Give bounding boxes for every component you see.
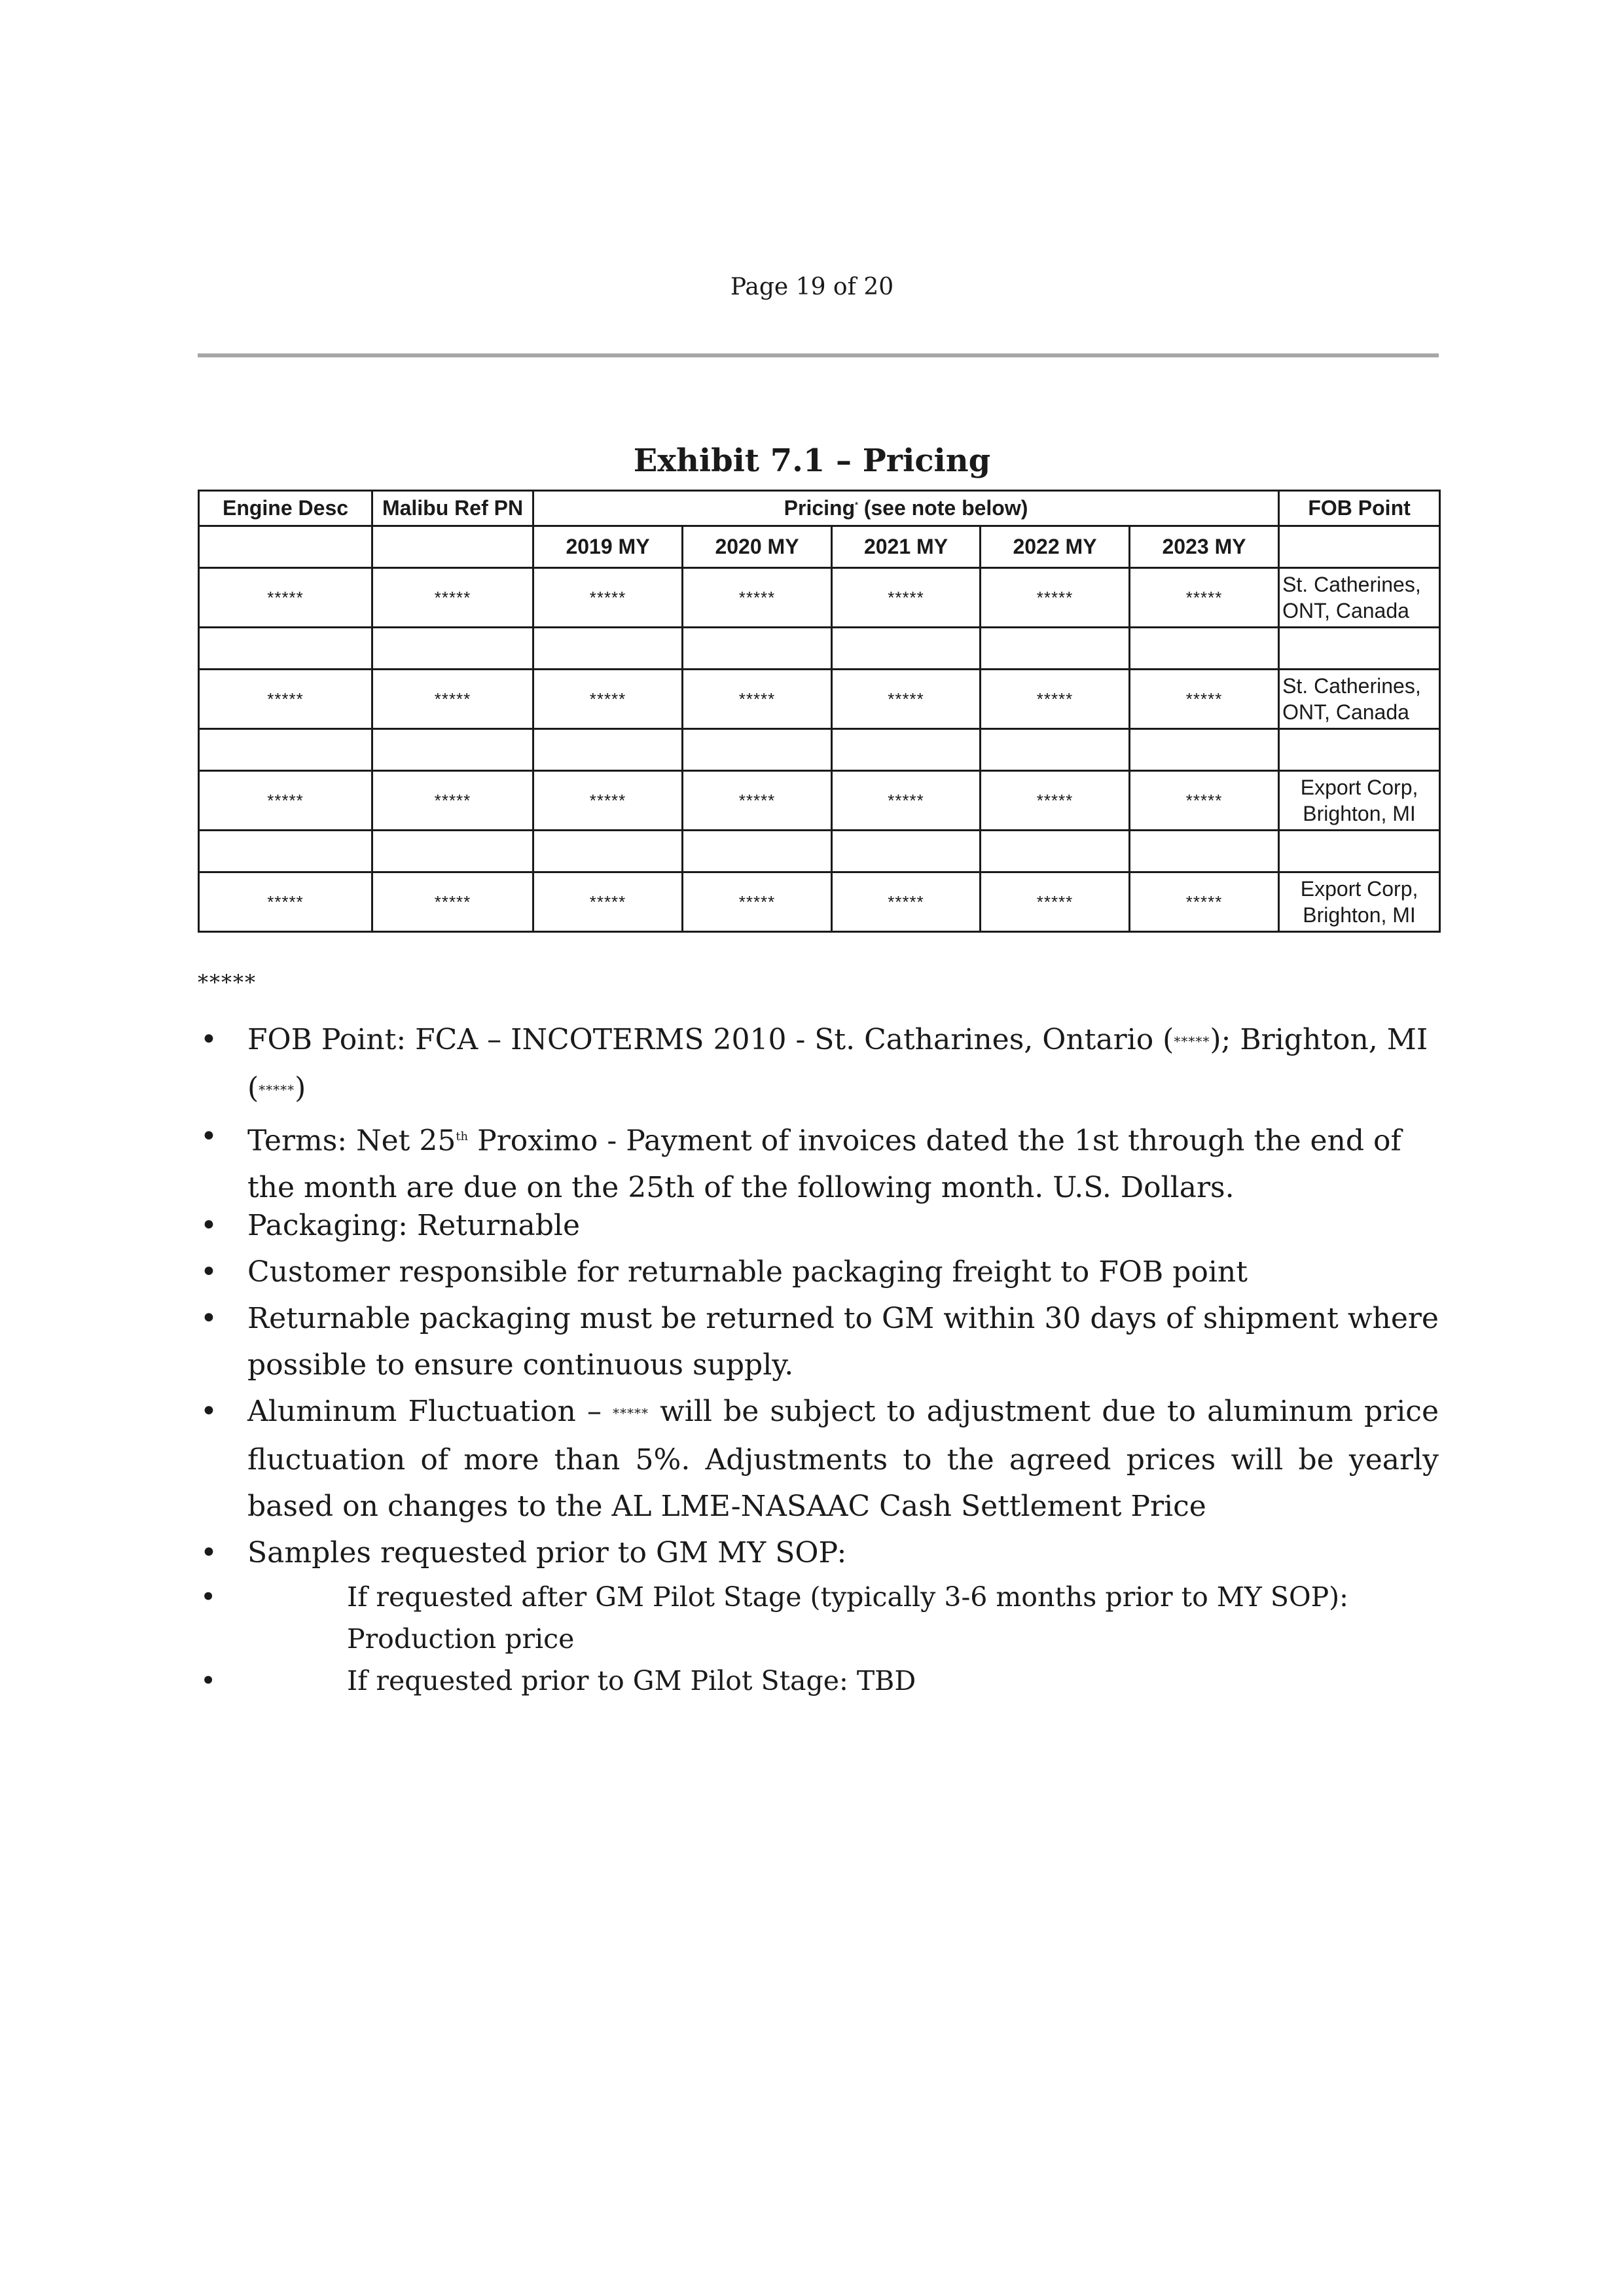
col-header-engine-desc: Engine Desc	[199, 491, 372, 526]
malibu-ref-pn-cell: *****	[372, 670, 533, 729]
year-header: 2021 MY	[832, 526, 981, 568]
notes-list-packaging	[198, 1202, 1439, 1702]
fob-point-cell: Export Corp, Brighton, MI	[1279, 872, 1440, 932]
bullet-icon: •	[200, 1120, 217, 1153]
price-cell: *****	[1130, 771, 1279, 831]
price-cell: *****	[533, 670, 683, 729]
price-cell: *****	[1130, 670, 1279, 729]
list-item-terms	[198, 1113, 1439, 1211]
bullet-icon: •	[200, 1581, 217, 1613]
table-header-row	[199, 491, 1440, 526]
price-cell: *****	[1130, 872, 1279, 932]
list-item-fob-point	[198, 1016, 1439, 1113]
col-header-pricing	[533, 491, 1279, 526]
pricing-table	[198, 490, 1441, 933]
page-number: Page 19 of 20	[730, 274, 894, 300]
list-item-customer-freight	[198, 1249, 1439, 1295]
list-item-prior-pilot	[198, 1660, 1439, 1702]
pricing-note: (see note below)	[857, 496, 1028, 520]
price-cell: *****	[683, 568, 832, 628]
terms-superscript: th	[456, 1130, 469, 1143]
terms-prefix: Terms: Net 25	[247, 1124, 456, 1158]
malibu-ref-pn-cell: *****	[372, 568, 533, 628]
redacted-text: *****	[1174, 1033, 1210, 1049]
price-cell: *****	[683, 872, 832, 932]
header-divider	[198, 353, 1439, 357]
fob-point-cell: St. Catherines, ONT, Canada	[1279, 568, 1440, 628]
price-cell: *****	[981, 670, 1130, 729]
year-header: 2022 MY	[981, 526, 1130, 568]
malibu-ref-pn-cell: *****	[372, 872, 533, 932]
engine-desc-cell: *****	[199, 872, 372, 932]
redacted-text: *****	[259, 1082, 295, 1098]
fob-middle: ); Brighton, MI (	[247, 1023, 1428, 1105]
list-item-packaging	[198, 1202, 1439, 1249]
bullet-icon: •	[200, 1665, 217, 1696]
empty-cell	[199, 526, 372, 568]
notes-list-terms	[198, 1016, 1439, 1211]
packaging-text: Packaging: Returnable	[247, 1209, 581, 1242]
price-cell: *****	[533, 872, 683, 932]
list-item-samples	[198, 1530, 1439, 1576]
bullet-icon: •	[200, 1255, 217, 1289]
pricing-footnote-marker: *****	[198, 970, 257, 995]
fob-point-cell: St. Catherines, ONT, Canada	[1279, 670, 1440, 729]
malibu-ref-pn-cell: *****	[372, 771, 533, 831]
price-cell: *****	[1130, 568, 1279, 628]
list-item-returnable	[198, 1295, 1439, 1388]
table-spacer-row	[199, 628, 1440, 670]
bullet-icon: •	[200, 1395, 217, 1428]
pricing-marker: *	[855, 500, 858, 510]
price-cell: *****	[683, 670, 832, 729]
year-header: 2019 MY	[533, 526, 683, 568]
price-cell: *****	[683, 771, 832, 831]
returnable-text: Returnable packaging must be returned to GM within 30 days of shipment where possible to ensure continuous supply.	[247, 1302, 1439, 1382]
engine-desc-cell: *****	[199, 568, 372, 628]
table-year-row	[199, 526, 1440, 568]
bullet-icon: •	[200, 1023, 217, 1056]
empty-cell	[1279, 526, 1440, 568]
year-header: 2020 MY	[683, 526, 832, 568]
bullet-icon: •	[200, 1302, 217, 1335]
pricing-label: Pricing	[784, 496, 856, 520]
bullet-icon: •	[200, 1536, 217, 1570]
aluminum-prefix: Aluminum Fluctuation –	[247, 1395, 613, 1428]
price-cell: *****	[981, 771, 1130, 831]
price-cell: *****	[981, 568, 1130, 628]
redacted-text: *****	[613, 1405, 649, 1421]
price-cell: *****	[832, 670, 981, 729]
price-cell: *****	[832, 568, 981, 628]
list-item-after-pilot	[198, 1576, 1439, 1660]
col-header-malibu-ref-pn: Malibu Ref PN	[372, 491, 533, 526]
samples-text: Samples requested prior to GM MY SOP:	[247, 1536, 847, 1570]
table-row	[199, 670, 1440, 729]
table-row	[199, 568, 1440, 628]
prior-pilot-text: If requested prior to GM Pilot Stage: TBD	[347, 1665, 916, 1696]
engine-desc-cell: *****	[199, 670, 372, 729]
terms-suffix: Proximo - Payment of invoices dated the 1st through the end of the month are due on the 25th of the following month. U.S. Dollars.	[247, 1124, 1401, 1204]
table-spacer-row	[199, 831, 1440, 872]
price-cell: *****	[533, 771, 683, 831]
year-header: 2023 MY	[1130, 526, 1279, 568]
exhibit-title: Exhibit 7.1 – Pricing	[633, 442, 991, 479]
fob-prefix: FOB Point: FCA – INCOTERMS 2010 - St. Catharines, Ontario (	[247, 1023, 1174, 1056]
aluminum-suffix: will be subject to adjustment due to aluminum price fluctuation of more than 5%. Adjustments to the agreed prices will be yearly based on changes to the AL LME-NASAAC Cash Settlement Price	[247, 1395, 1439, 1523]
empty-cell	[372, 526, 533, 568]
price-cell: *****	[832, 872, 981, 932]
col-header-fob-point: FOB Point	[1279, 491, 1440, 526]
table-row	[199, 771, 1440, 831]
bullet-icon: •	[200, 1209, 217, 1242]
customer-text: Customer responsible for returnable packaging freight to FOB point	[247, 1255, 1248, 1289]
after-pilot-text: If requested after GM Pilot Stage (typically 3-6 months prior to MY SOP): Production price	[347, 1581, 1348, 1655]
fob-suffix: )	[295, 1071, 306, 1105]
price-cell: *****	[533, 568, 683, 628]
price-cell: *****	[832, 771, 981, 831]
list-item-aluminum	[198, 1388, 1439, 1530]
table-spacer-row	[199, 729, 1440, 771]
fob-point-cell: Export Corp, Brighton, MI	[1279, 771, 1440, 831]
price-cell: *****	[981, 872, 1130, 932]
engine-desc-cell: *****	[199, 771, 372, 831]
table-row	[199, 872, 1440, 932]
